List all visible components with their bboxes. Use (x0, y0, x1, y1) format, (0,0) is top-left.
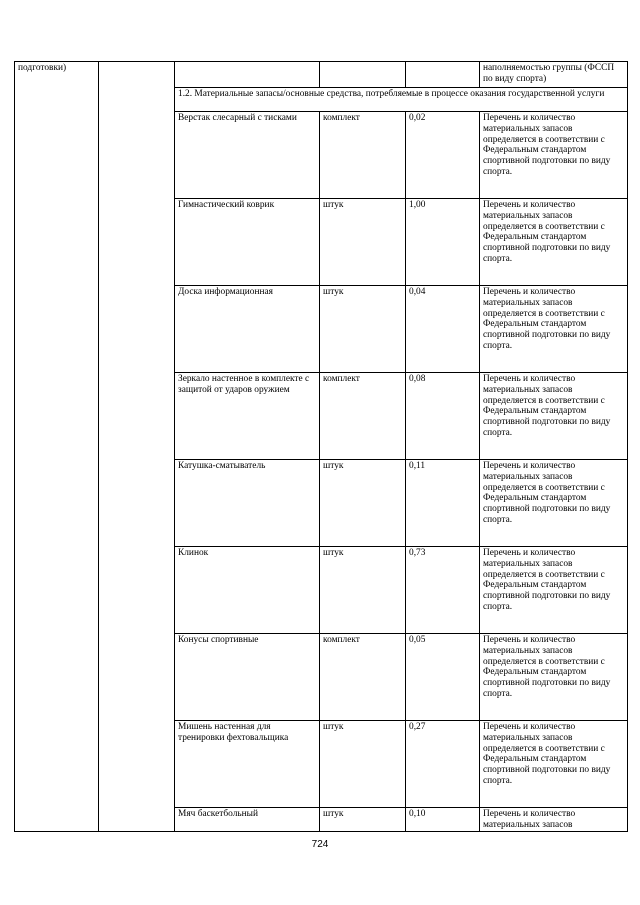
top-note-cell (480, 62, 628, 88)
item-quantity-cell (406, 199, 480, 286)
item-note: Перечень и количество материальных запасов определяется в соответствии с Федеральным стандартом спортивной подготовки по виду спорта. (483, 287, 611, 351)
item-note-cell (480, 808, 628, 832)
item-name: Конусы спортивные (178, 635, 259, 645)
item-quantity-cell (406, 286, 480, 373)
item-note-cell (480, 199, 628, 286)
item-name-cell (175, 199, 320, 286)
empty-cell (320, 62, 406, 88)
item-quantity-cell (406, 808, 480, 832)
item-quantity: 0,02 (409, 113, 426, 123)
item-quantity-cell (406, 547, 480, 634)
item-unit-cell (320, 373, 406, 460)
item-quantity-cell (406, 460, 480, 547)
item-note-cell (480, 460, 628, 547)
item-quantity-cell (406, 112, 480, 199)
item-name-cell (175, 286, 320, 373)
item-note: Перечень и количество материальных запасов определяется в соответствии с Федеральным стандартом спортивной подготовки по виду спорта. (483, 200, 611, 264)
left-label-cell (15, 62, 99, 832)
item-name: Мяч баскетбольный (178, 809, 258, 819)
item-note-cell (480, 373, 628, 460)
item-quantity: 0,05 (409, 635, 426, 645)
item-name-cell (175, 460, 320, 547)
item-note: Перечень и количество материальных запасов (483, 809, 576, 830)
item-note-cell (480, 634, 628, 721)
section-heading: 1.2. Материальные запасы/основные средства, потребляемые в процессе оказания государственной услуги (178, 89, 605, 99)
item-note: Перечень и количество материальных запасов определяется в соответствии с Федеральным стандартом спортивной подготовки по виду спорта. (483, 461, 611, 525)
resource-table (14, 61, 628, 832)
item-quantity-cell (406, 373, 480, 460)
item-quantity: 0,11 (409, 461, 426, 471)
item-note: Перечень и количество материальных запасов определяется в соответствии с Федеральным стандартом спортивной подготовки по виду спорта. (483, 548, 611, 612)
item-name-cell (175, 373, 320, 460)
item-unit-cell (320, 460, 406, 547)
item-quantity-cell (406, 721, 480, 808)
item-unit-cell (320, 721, 406, 808)
item-unit-cell (320, 112, 406, 199)
item-unit: комплект (323, 113, 360, 123)
item-unit: штук (323, 722, 344, 732)
item-note-cell (480, 112, 628, 199)
item-note-cell (480, 547, 628, 634)
item-unit: штук (323, 548, 344, 558)
item-name: Доска информационная (178, 287, 273, 297)
item-unit: комплект (323, 635, 360, 645)
item-note: Перечень и количество материальных запасов определяется в соответствии с Федеральным стандартом спортивной подготовки по виду спорта. (483, 113, 611, 177)
item-name: Зеркало настенное в комплекте с защитой от ударов оружием (178, 374, 310, 395)
item-name: Гимнастический коврик (178, 200, 275, 210)
item-name: Верстак слесарный с тисками (178, 113, 297, 123)
item-name-cell (175, 634, 320, 721)
item-note-cell (480, 286, 628, 373)
item-note: Перечень и количество материальных запасов определяется в соответствии с Федеральным стандартом спортивной подготовки по виду спорта. (483, 374, 611, 438)
item-unit-cell (320, 286, 406, 373)
item-name: Клинок (178, 548, 209, 558)
item-quantity: 0,73 (409, 548, 426, 558)
item-note: Перечень и количество материальных запасов определяется в соответствии с Федеральным стандартом спортивной подготовки по виду спорта. (483, 722, 611, 786)
item-quantity: 1,00 (409, 200, 426, 210)
item-unit-cell (320, 547, 406, 634)
table-row-top (15, 62, 628, 88)
item-note: Перечень и количество материальных запасов определяется в соответствии с Федеральным стандартом спортивной подготовки по виду спорта. (483, 635, 611, 699)
empty-cell (99, 62, 175, 832)
empty-cell (406, 62, 480, 88)
item-name-cell (175, 808, 320, 832)
item-quantity: 0,27 (409, 722, 426, 732)
item-quantity: 0,08 (409, 374, 426, 384)
item-unit-cell (320, 634, 406, 721)
item-unit: штук (323, 461, 344, 471)
item-name-cell (175, 547, 320, 634)
item-quantity: 0,04 (409, 287, 426, 297)
item-name: Мишень настенная для тренировки фехтовальщика (178, 722, 289, 743)
page-number: 724 (311, 839, 329, 850)
item-unit: штук (323, 200, 344, 210)
item-unit: штук (323, 287, 344, 297)
item-unit: комплект (323, 374, 360, 384)
item-note-cell (480, 721, 628, 808)
section-heading-cell (175, 88, 628, 112)
item-unit: штук (323, 809, 344, 819)
left-label: подготовки) (18, 63, 67, 73)
item-name-cell (175, 112, 320, 199)
item-name: Катушка-сматыватель (178, 461, 266, 471)
item-quantity: 0,10 (409, 809, 426, 819)
item-unit-cell (320, 199, 406, 286)
item-name-cell (175, 721, 320, 808)
top-row-note: наполняемостью группы (ФССП по виду спорта) (483, 63, 615, 84)
empty-cell (175, 62, 320, 88)
item-unit-cell (320, 808, 406, 832)
item-quantity-cell (406, 634, 480, 721)
